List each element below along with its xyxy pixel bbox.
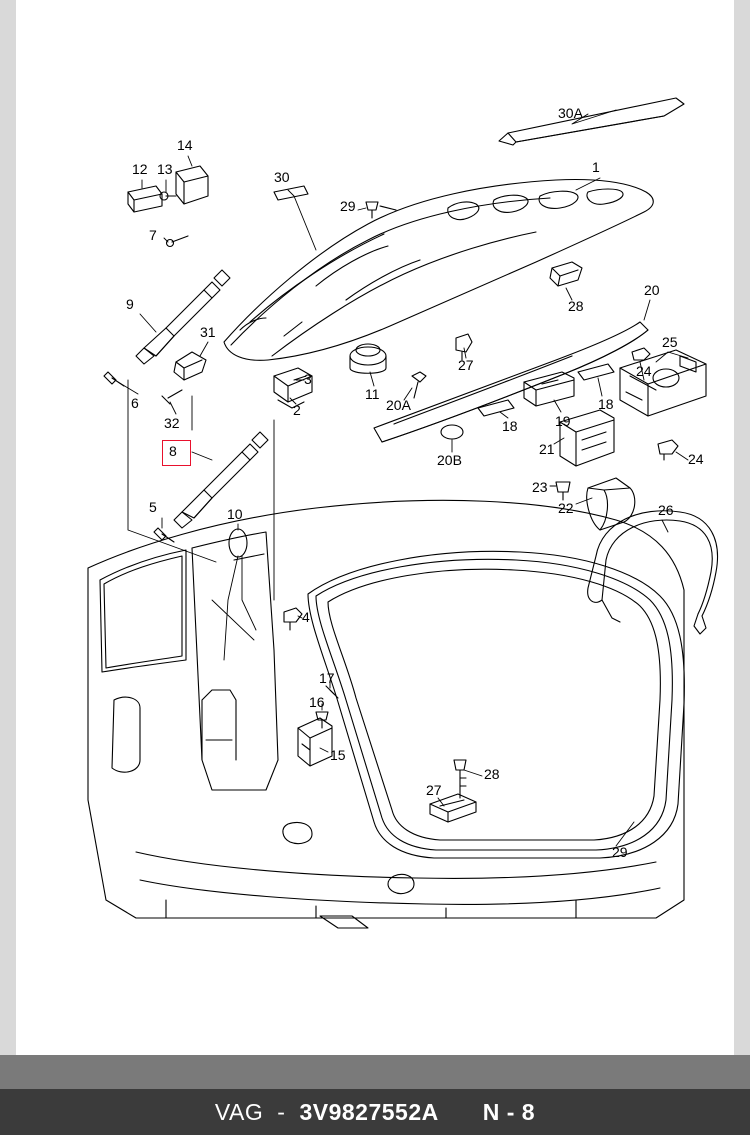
part-number: 3V9827552A bbox=[299, 1098, 439, 1125]
callout-30: 27 bbox=[458, 357, 474, 373]
callout-21: 21 bbox=[539, 441, 555, 457]
callout-15: 15 bbox=[330, 747, 346, 763]
clip-30A bbox=[550, 262, 582, 286]
separator: - bbox=[277, 1098, 286, 1125]
callout-22: 22 bbox=[558, 500, 574, 516]
callout-18-left: 18 bbox=[502, 418, 518, 434]
callout-30A: 28 bbox=[568, 298, 584, 314]
callout-11: 11 bbox=[365, 386, 380, 402]
callout-16: 16 bbox=[309, 694, 325, 710]
callout-27: 27 bbox=[426, 782, 442, 798]
callout-26: 26 bbox=[658, 502, 674, 518]
clip-24-upper bbox=[632, 348, 650, 360]
callout-28: 28 bbox=[484, 766, 500, 782]
bolt-28 bbox=[454, 760, 466, 798]
callout-20B: 20B bbox=[437, 452, 462, 468]
tailgate-panel-1 bbox=[224, 180, 653, 361]
callout-4: 4 bbox=[302, 609, 310, 625]
trim-clip-18-left bbox=[478, 400, 514, 416]
callout-3: 3 bbox=[304, 371, 312, 387]
callout-25: 25 bbox=[662, 334, 678, 350]
bracket-14 bbox=[176, 166, 208, 204]
callout-24-lower: 24 bbox=[688, 451, 704, 467]
callout-1: 1 bbox=[592, 159, 600, 175]
screw-53 bbox=[162, 390, 182, 404]
screw-16 bbox=[316, 712, 328, 728]
clip-12 bbox=[128, 186, 162, 212]
screw-7 bbox=[167, 236, 189, 247]
latch-19 bbox=[524, 372, 574, 406]
callout-19: 19 bbox=[555, 413, 571, 429]
callout-23: 23 bbox=[532, 479, 548, 495]
callout-8: 8 bbox=[169, 443, 177, 459]
callout-9: 9 bbox=[126, 296, 134, 312]
harness-26 bbox=[588, 511, 718, 634]
callout-52: 31 bbox=[200, 324, 216, 340]
bracket-52 bbox=[174, 352, 206, 380]
callout-14: 14 bbox=[177, 137, 193, 153]
striker-27 bbox=[430, 794, 476, 822]
callout-20: 20 bbox=[644, 282, 660, 298]
callout-10: 10 bbox=[227, 506, 243, 522]
clip-24-lower bbox=[658, 440, 678, 460]
grommet-11 bbox=[350, 344, 386, 373]
sheet-code: N - 8 bbox=[482, 1098, 536, 1125]
footer-caption bbox=[0, 1089, 750, 1135]
bolt-20A bbox=[412, 372, 426, 398]
callout-20A: 20A bbox=[386, 397, 411, 413]
grommet-10 bbox=[229, 529, 247, 557]
callout-7: 7 bbox=[149, 227, 157, 243]
callout-2: 2 bbox=[293, 402, 301, 418]
callout-13: 13 bbox=[157, 161, 173, 177]
bolt-31 bbox=[366, 202, 396, 218]
nut-4 bbox=[284, 608, 302, 630]
callout-24-upper: 24 bbox=[636, 363, 652, 379]
screw-17 bbox=[326, 686, 338, 698]
gas-strut-9 bbox=[136, 270, 230, 364]
callout-31: 29 bbox=[340, 198, 356, 214]
rear-body-shell bbox=[88, 500, 684, 928]
callout-12: 12 bbox=[132, 161, 148, 177]
right-edge-bar bbox=[734, 0, 750, 1055]
motor-25 bbox=[620, 350, 706, 416]
screw-23 bbox=[556, 482, 570, 500]
cover-22 bbox=[587, 478, 635, 530]
callout-29: 29 bbox=[612, 844, 628, 860]
callout-5: 5 bbox=[149, 499, 157, 515]
diagram-linework bbox=[16, 0, 734, 1040]
callout-17: 17 bbox=[319, 670, 335, 686]
callout-18-right: 18 bbox=[598, 396, 614, 412]
leader-lines bbox=[118, 110, 688, 846]
callout-33: 30A bbox=[558, 105, 583, 121]
hinge-cover-15 bbox=[298, 718, 332, 766]
spoiler-trim-33 bbox=[499, 98, 684, 145]
brand-label: VAG bbox=[214, 1098, 264, 1125]
callout-53: 32 bbox=[164, 415, 180, 431]
left-edge-bar bbox=[0, 0, 16, 1055]
exploded-parts-diagram bbox=[16, 0, 734, 1040]
callout-32: 30 bbox=[274, 169, 290, 185]
plug-20B bbox=[441, 425, 463, 439]
callout-6: 6 bbox=[131, 395, 139, 411]
